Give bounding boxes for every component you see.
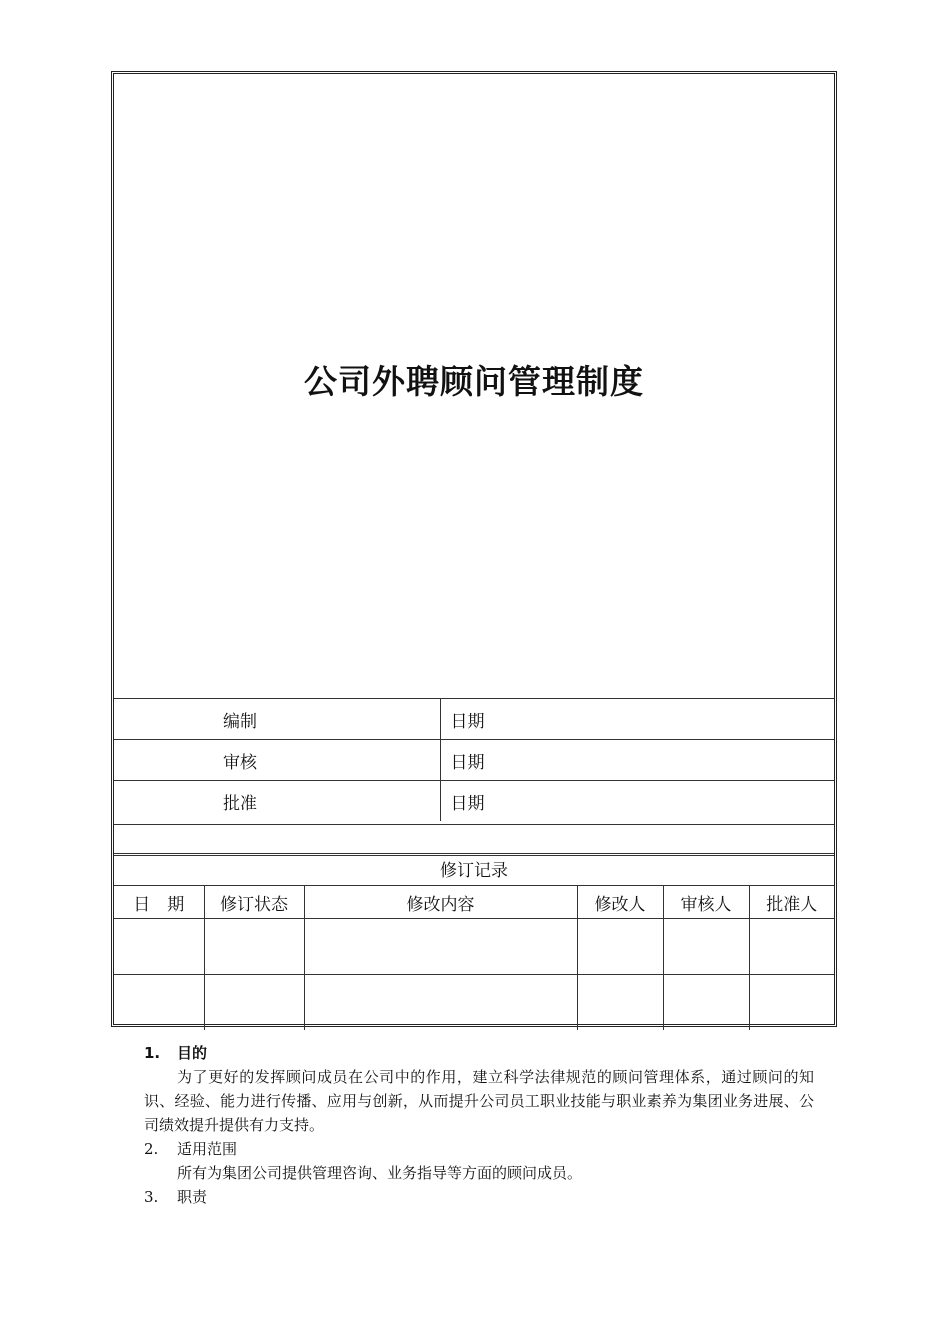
- revision-cell: [577, 975, 663, 1031]
- section-title: 目的: [177, 1044, 208, 1062]
- revision-header-content: 修改内容: [304, 886, 577, 919]
- revision-cell: [304, 975, 577, 1031]
- revision-cell: [749, 919, 834, 975]
- section-title: 职责: [177, 1188, 208, 1206]
- revision-cell: [663, 919, 749, 975]
- revision-cell: [304, 919, 577, 975]
- revision-cell: [114, 975, 204, 1031]
- section-heading: [144, 1041, 814, 1065]
- revision-cell: [204, 975, 304, 1031]
- revision-cell: [749, 975, 834, 1031]
- signoff-date-label: 日期: [440, 781, 834, 822]
- signoff-table: [114, 698, 834, 821]
- section-number: 2.: [144, 1140, 159, 1158]
- revision-row: [114, 975, 834, 1031]
- section-heading: [144, 1185, 814, 1209]
- revision-caption: 修订记录: [440, 861, 508, 881]
- blank-separator-row: [114, 824, 834, 856]
- signoff-label-approved: 批准: [114, 781, 440, 822]
- signoff-label-prepared: 编制: [114, 699, 440, 740]
- revision-header-row: [114, 886, 834, 919]
- revision-header-status: 修订状态: [204, 886, 304, 919]
- signoff-row: [114, 699, 834, 740]
- signoff-label-reviewed: 审核: [114, 740, 440, 781]
- revision-header-reviewer: 审核人: [663, 886, 749, 919]
- section-heading: [144, 1137, 814, 1161]
- signoff-date-label: 日期: [440, 699, 834, 740]
- revision-cell: [663, 975, 749, 1031]
- section-number: 1.: [144, 1044, 161, 1062]
- signoff-date-label: 日期: [440, 740, 834, 781]
- signoff-row: [114, 781, 834, 822]
- section-title: 适用范围: [177, 1140, 238, 1158]
- section-paragraph: 所有为集团公司提供管理咨询、业务指导等方面的顾问成员。: [177, 1164, 583, 1182]
- document-body: [144, 1041, 814, 1209]
- revision-cell: [114, 919, 204, 975]
- revision-header-modifier: 修改人: [577, 886, 663, 919]
- document-title: 公司外聘顾问管理制度: [304, 362, 644, 401]
- section-paragraph: 为了更好的发挥顾问成员在公司中的作用，建立科学法律规范的顾问管理体系，通过顾问的知识、经验、能力进行传播、应用与创新，从而提升公司员工职业技能与职业素养为集团业务进展、公司绩效提升提供有力支持。: [144, 1068, 814, 1134]
- revision-cell: [204, 919, 304, 975]
- signoff-row: [114, 740, 834, 781]
- revision-header-date: 日 期: [114, 886, 204, 919]
- cover-frame: [111, 71, 837, 1027]
- revision-table: [114, 885, 834, 1030]
- revision-header-approver: 批准人: [749, 886, 834, 919]
- revision-cell: [577, 919, 663, 975]
- revision-row: [114, 919, 834, 975]
- section-number: 3.: [144, 1188, 159, 1206]
